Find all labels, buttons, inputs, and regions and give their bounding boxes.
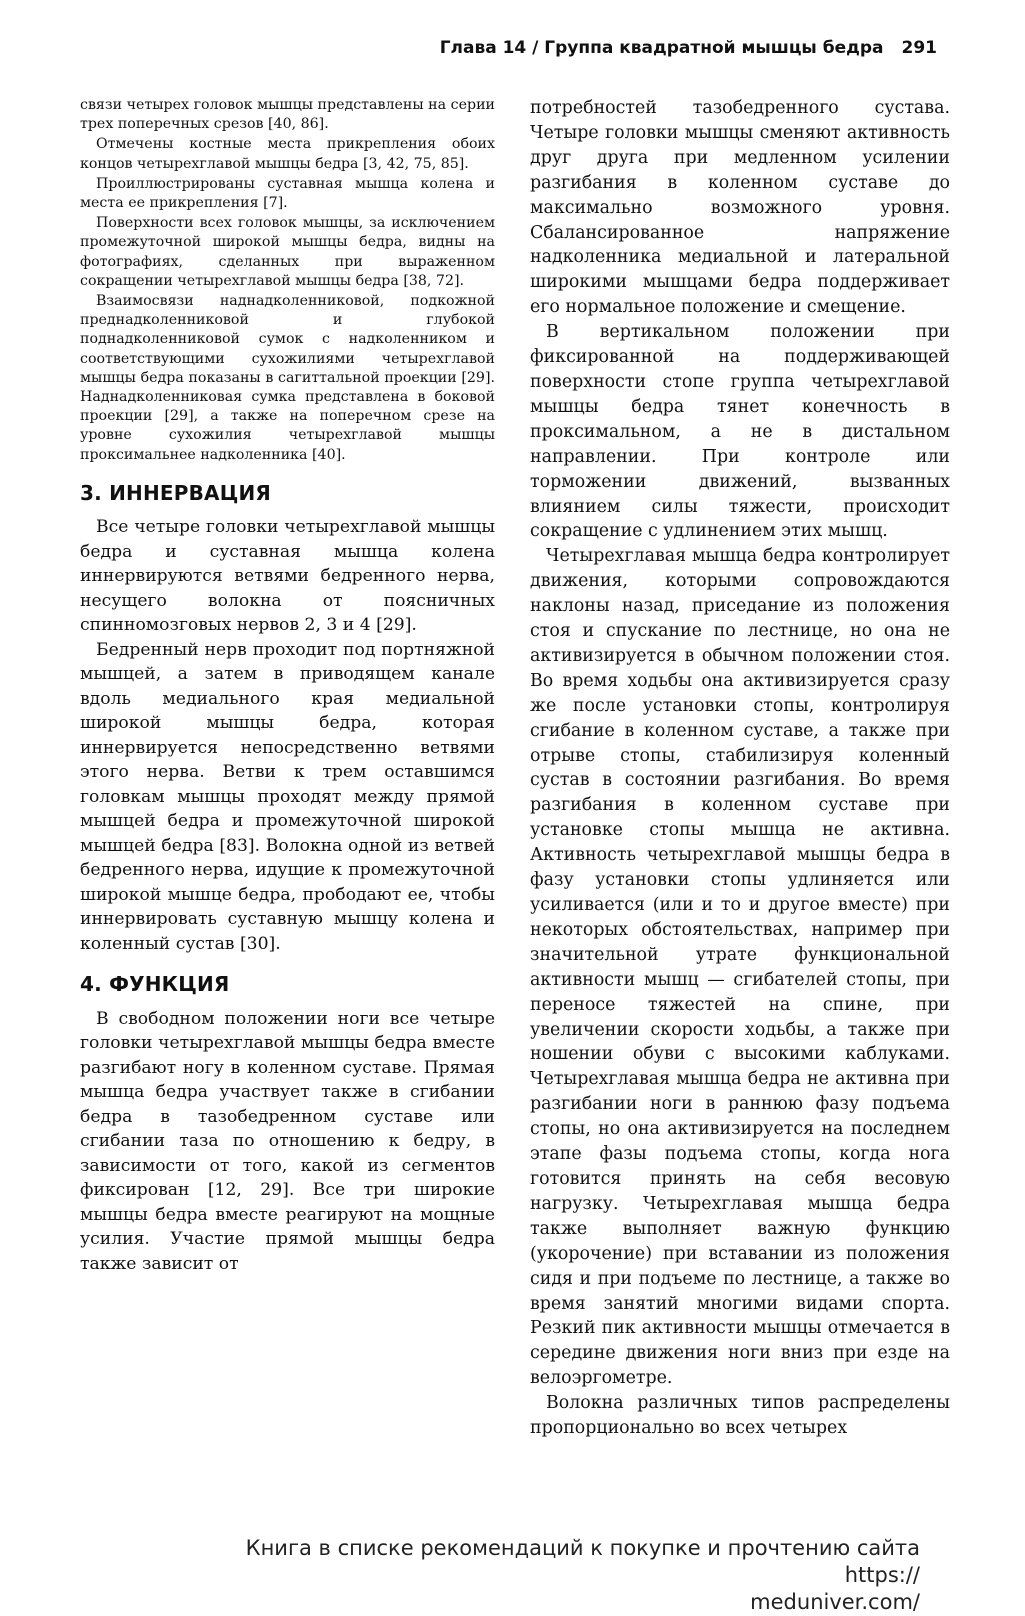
chapter-title: Глава 14 / Группа квадратной мышцы бедра — [439, 38, 884, 58]
watermark-line: meduniver.com/ — [750, 1590, 920, 1614]
paragraph: Четырехглавая мышца бедра контролирует движения, которыми сопровождаются наклоны назад, приседание из положения стоя и спускание по лестнице, но она не активизируется в обычном положении стоя. Во время ходьбы она активизируется сразу же после установки стопы, контролируя сгибание в коленном суставе, а также при отрыве стопы, стабилизируя коленный сустав в состоянии разгибания. Во время разгибания в коленном суставе при установке стопы мышца не активна. Активность четырехглавой мышцы бедра в фазу установки стопы удлиняется или усиливается (или и то и другое вместе) при некоторых обстоятельствах, например при значительной утрате функциональной активности мышц — сгибателей стопы, при переносе тяжестей на спине, при увеличении скорости ходьбы, а также при ношении обуви с высокими каблуками. Четырехглавая мышца бедра не активна при разгибании ноги в раннюю фазу подъема стопы, но она активизируется на последнем этапе фазы подъема стопы, когда нога готовится принять на себя весовую нагрузку. Четырехглавая мышца бедра также выполняет важную функцию (укорочение) при вставании из положения сидя и при подъеме по лестнице, а также во время занятий многими видами спорта. Резкий пик активности мышцы отмечается в середине движения ноги вниз при езде на велоэргометре. — [530, 546, 950, 1389]
right-column — [530, 96, 950, 1441]
paragraph: связи четырех головок мышцы представлены на серии трех поперечных срезов [40, 86]. — [80, 97, 495, 133]
page-number: 291 — [901, 38, 937, 58]
section-heading-innervation: 3. ИННЕРВАЦИЯ — [80, 480, 272, 505]
left-column — [80, 96, 495, 1276]
paragraph: В вертикальном положении при фиксированной на поддерживающей поверхности стопе группа четырехглавой мышцы бедра тянет конечность в проксимальном, а не в дистальном направлении. При контроле или торможении движений, вызванных влиянием силы тяжести, происходит сокращение с удлинением этих мышц. — [530, 322, 950, 542]
paragraph: потребностей тазобедренного сустава. Четыре головки мышцы сменяют активность друг друга при медленном усилении разгибания в коленном суставе до максимально возможного уровня. Сбалансированное напряжение надколенника медиальной и латеральной широкими мышцами бедра поддерживает его нормальное положение и смещение. — [530, 98, 950, 318]
paragraph: Взаимосвязи наднадколенниковой, подкожной преднадколенниковой и глубокой поднадколенниковой сумок с надколенником и соответствующими сухожилиями четырехглавой мышцы бедра показаны в сагиттальной проекции [29]. Наднадколенниковая сумка представлена в боковой проекции [29], а также на поперечном срезе на уровне сухожилия четырехглавой мышцы проксимальнее надколенника [40]. — [80, 293, 495, 463]
watermark-line: Книга в списке рекомендаций к покупке и прочтению сайта https:// — [245, 1536, 920, 1587]
paragraph: Проиллюстрированы суставная мышца колена и места ее прикрепления [7]. — [80, 175, 495, 212]
paragraph: Волокна различных типов распределены пропорционально во всех четырех — [530, 1393, 950, 1439]
paragraph: В свободном положении ноги все четыре головки четырехглавой мышцы бедра вместе разгибают ногу в коленном суставе. Прямая мышца бедра участвует также в сгибании бедра в тазобедренном суставе или сгибании таза по отношению к бедру, в зависимости от того, какой из сегментов фиксирован [12, 29]. Все три широкие мышцы бедра вместе реагируют на мощные усилия. Участие прямой мышцы бедра также зависит от — [80, 1008, 495, 1274]
running-header — [440, 38, 937, 58]
site-watermark — [170, 1535, 920, 1616]
paragraph: Бедренный нерв проходит под портняжной мышцей, а затем в приводящем канале вдоль медиального края медиальной широкой мышцы бедра, которая иннервируется непосредственно ветвями этого нерва. Ветви к трем оставшимся головкам мышцы проходят между прямой мышцей бедра и промежуточной широкой мышцей бедра [83]. Волокна одной из ветвей бедренного нерва, идущие к промежуточной широкой мышце бедра, прободают ее, чтобы иннервировать суставную мышцу колена и коленный сустав [30]. — [80, 639, 495, 954]
paragraph: Отмечены костные места прикрепления обоих концов четырехглавой мышцы бедра [3, 42, 75, 85]. — [80, 136, 495, 172]
section-heading-function: 4. ФУНКЦИЯ — [80, 972, 230, 997]
paragraph: Все четыре головки четырехглавой мышцы бедра и суставная мышца колена иннервируются ветвями бедренного нерва, несущего волокна от поясничных спинномозговых нервов 2, 3 и 4 [29]. — [80, 517, 495, 636]
paragraph: Поверхности всех головок мышцы, за исключением промежуточной широкой мышцы бедра, видны на фотографиях, сделанных при выраженном сокращении четырехглавой мышцы бедра [38, 72]. — [80, 215, 495, 289]
